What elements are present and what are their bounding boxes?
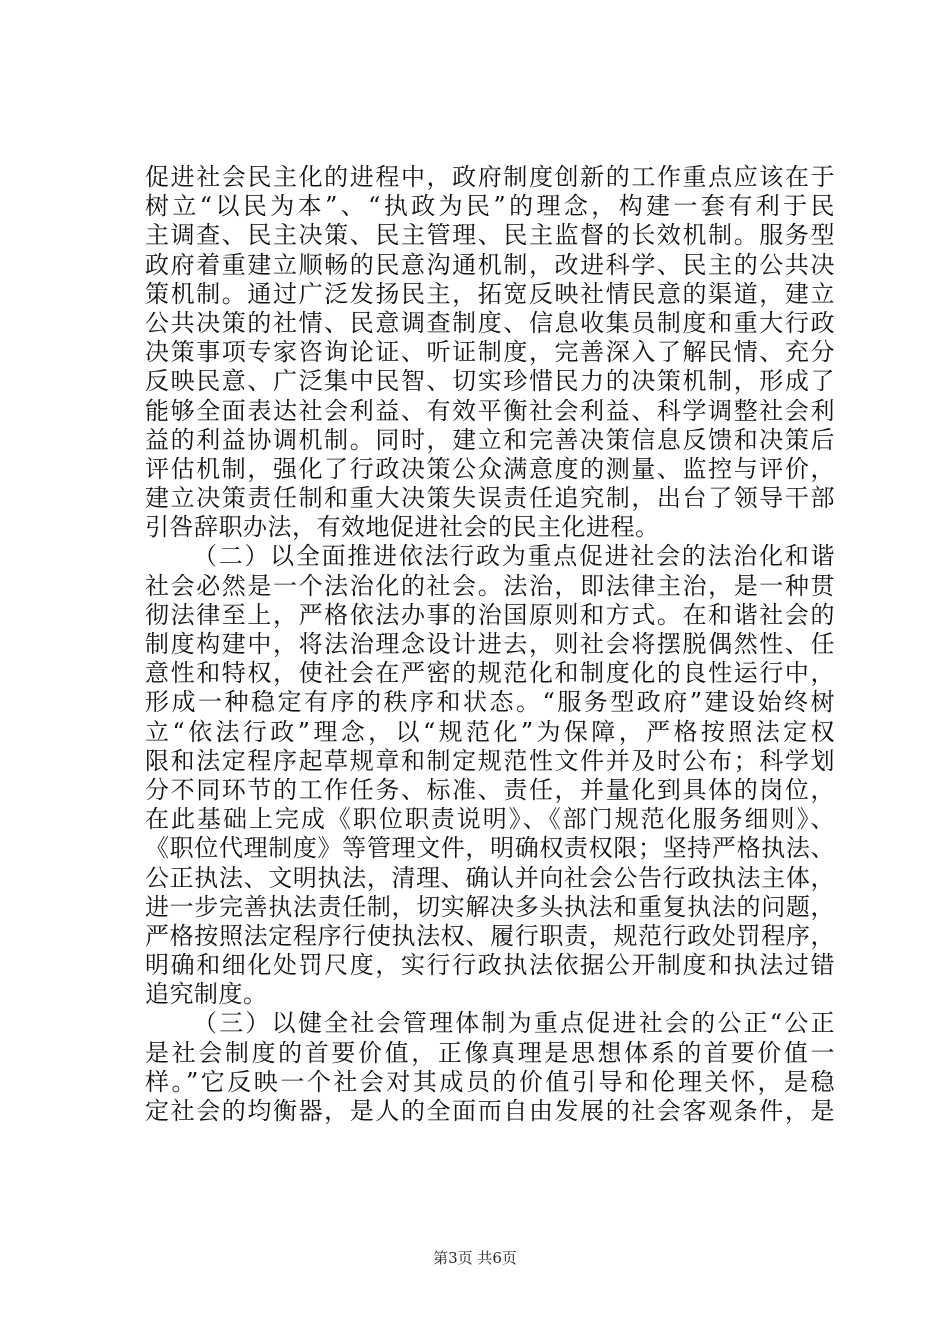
text-line: 促进社会民主化的进程中，政府制度创新的工作重点应该在于 — [145, 163, 835, 191]
text-line: 彻法律至上，严格依法办事的治国原则和方式。在和谐社会的 — [145, 600, 835, 629]
text-line: 决策事项专家咨询论证、听证制度，完善深入了解民情、充分 — [145, 338, 835, 367]
section-heading-line: （三）以健全社会管理体制为重点促进社会的公正“公正 — [193, 1009, 835, 1038]
text-line: 严格按照法定程序行使执法权、履行职责，规范行政处罚程序， — [145, 921, 835, 950]
text-line: 制度构建中，将法治理念设计进去，则社会将摆脱偶然性、任 — [145, 630, 835, 658]
text-line: 在此基础上完成《职位职责说明》、《部门规范化服务细则》、 — [145, 805, 835, 834]
body-text — [145, 163, 835, 1126]
text-line: 追究制度。 — [145, 980, 268, 1009]
text-line: 政府着重建立顺畅的民意沟通机制，改进科学、民主的公共决 — [145, 250, 835, 279]
text-line: 公正执法、文明执法，清理、确认并向社会公告行政执法主体， — [145, 863, 835, 892]
text-line: 形成一种稳定有序的秩序和状态。“服务型政府”建设始终树 — [145, 688, 835, 717]
text-line: 《职位代理制度》等管理文件，明确权责权限；坚持严格执法、 — [145, 834, 835, 863]
text-line: 意性和特权，使社会在严密的规范化和制度化的良性运行中， — [145, 659, 835, 688]
text-line: 明确和细化处罚尺度，实行行政执法依据公开制度和执法过错 — [145, 951, 835, 980]
text-line: 立“依法行政”理念，以“规范化”为保障，严格按照法定权 — [145, 717, 835, 746]
text-line: 评估机制，强化了行政决策公众满意度的测量、监控与评价， — [145, 454, 835, 483]
text-line: 限和法定程序起草规章和制定规范性文件并及时公布；科学划 — [145, 746, 835, 775]
text-line: 建立决策责任制和重大决策失误责任追究制，出台了领导干部 — [145, 484, 835, 513]
text-line: 能够全面表达社会利益、有效平衡社会利益、科学调整社会利 — [145, 396, 835, 425]
text-line: 样。”它反映一个社会对其成员的价值引导和伦理关怀，是稳 — [145, 1067, 835, 1096]
text-line: 分不同环节的工作任务、标准、责任，并量化到具体的岗位， — [145, 775, 835, 804]
page-number-footer: 第3页 共6页 — [433, 1249, 517, 1267]
text-line: 进一步完善执法责任制，切实解决多头执法和重复执法的问题， — [145, 892, 835, 921]
text-line: 反映民意、广泛集中民智、切实珍惜民力的决策机制，形成了 — [145, 367, 835, 396]
text-line: 社会必然是一个法治化的社会。法治，即法律主治，是一种贯 — [145, 571, 835, 600]
text-line: 主调查、民主决策、民主管理、民主监督的长效机制。服务型 — [145, 221, 835, 250]
text-line: 益的利益协调机制。同时，建立和完善决策信息反馈和决策后 — [145, 425, 835, 454]
text-line: 引咎辞职办法，有效地促进社会的民主化进程。 — [145, 513, 660, 542]
text-line: 公共决策的社情、民意调查制度、信息收集员制度和重大行政 — [145, 308, 835, 337]
text-line: 策机制。通过广泛发扬民主，拓宽反映社情民意的渠道，建立 — [145, 279, 835, 308]
section-heading-line: （二）以全面推进依法行政为重点促进社会的法治化和谐 — [193, 542, 835, 571]
text-line: 树立“以民为本”、“执政为民”的理念，构建一套有利于民 — [145, 192, 835, 221]
text-line: 定社会的均衡器，是人的全面而自由发展的社会客观条件，是 — [145, 1097, 835, 1125]
text-line: 是社会制度的首要价值，正像真理是思想体系的首要价值一 — [145, 1038, 835, 1067]
